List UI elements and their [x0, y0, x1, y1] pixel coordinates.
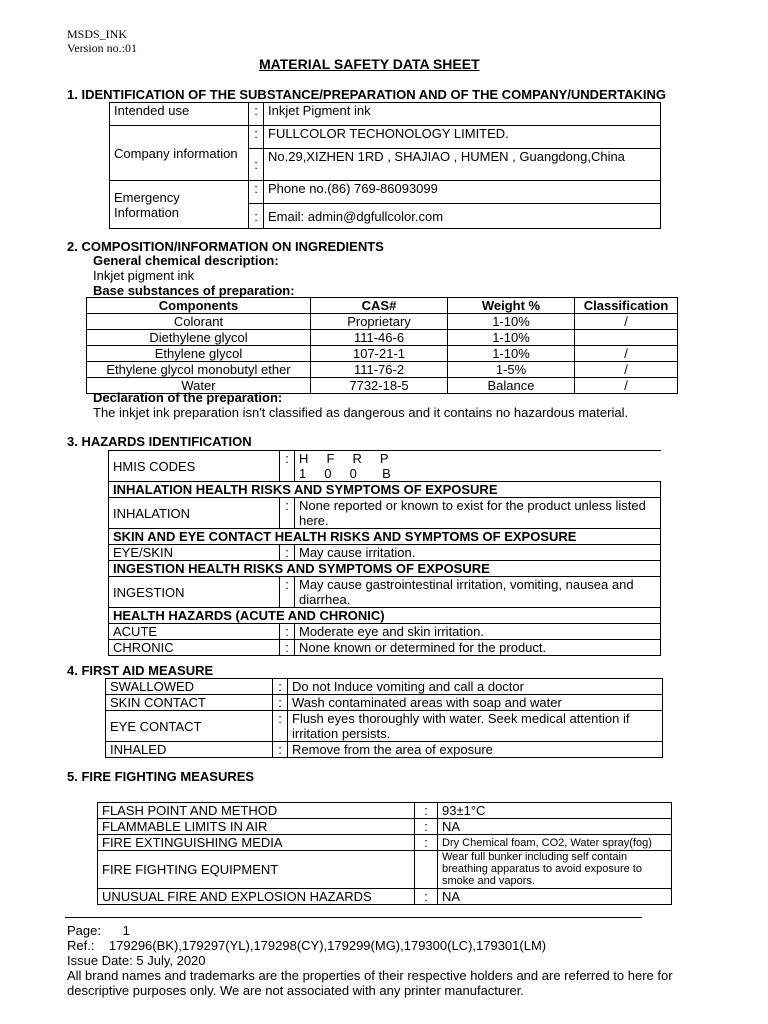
declaration-label: Declaration of the preparation: [93, 390, 283, 405]
health-hazards-heading: HEALTH HAZARDS (ACUTE AND CHRONIC) [109, 608, 661, 624]
intended-use-label: Intended use [110, 103, 249, 126]
emergency-info-label: Emergency Information [110, 181, 249, 229]
footer-ref: Ref.: 179296(BK),179297(YL),179298(CY),179299(MG),179300(LC),179301(LM) [67, 938, 547, 953]
emergency-email: Email: admin@dgfullcolor.com [264, 204, 661, 229]
declaration-value: The inkjet ink preparation isn't classified as dangerous and it contains no hazardous material. [93, 405, 629, 420]
table-row: SWALLOWED : Do not Induce vomiting and call a doctor [106, 679, 663, 695]
doc-code: MSDS_INK [67, 27, 128, 41]
hmis-values: 1 0 0 B [299, 466, 391, 481]
col-weight: Weight % [448, 298, 575, 314]
inhalation-value: None reported or known to exist for the product unless listed here. [295, 498, 661, 529]
general-description-label: General chemical description: [93, 253, 279, 268]
base-substances-label: Base substances of preparation: [93, 283, 295, 298]
company-name: FULLCOLOR TECHONOLOGY LIMITED. [264, 126, 661, 149]
section-4-heading: 4. FIRST AID MEASURE [67, 663, 214, 678]
table-row: Water 7732-18-5 Balance / [87, 378, 678, 394]
col-classification: Classification [575, 298, 678, 314]
eye-skin-label: EYE/SKIN [109, 545, 280, 561]
inhalation-heading: INHALATION HEALTH RISKS AND SYMPTOMS OF EXPOSURE [109, 482, 661, 498]
table-row: Ethylene glycol monobutyl ether 111-76-2 1-5% / [87, 362, 678, 378]
footer-disclaimer: All brand names and trademarks are the properties of their respective holders and are referred to here for descriptive purposes only. We are not associated with any printer manufacturer. [67, 968, 673, 998]
company-address: No.29,XIZHEN 1RD , SHAJIAO , HUMEN , Guangdong,China [264, 149, 661, 181]
table-row: FIRE EXTINGUISHING MEDIA : Dry Chemical foam, CO2, Water spray(fog) [98, 835, 672, 851]
inhalation-label: INHALATION [109, 498, 280, 529]
table-row: Ethylene glycol 107-21-1 1-10% / [87, 346, 678, 362]
company-info-label: Company information [110, 126, 249, 181]
hmis-label: HMIS CODES [109, 451, 280, 482]
ingestion-heading: INGESTION HEALTH RISKS AND SYMPTOMS OF EXPOSURE [109, 561, 661, 577]
col-cas: CAS# [311, 298, 448, 314]
hmis-letters: H F R P [299, 451, 389, 466]
fire-fighting-table [97, 802, 672, 905]
section-5-heading: 5. FIRE FIGHTING MEASURES [67, 769, 255, 784]
table-row: Diethylene glycol 111-46-6 1-10% [87, 330, 678, 346]
table-row: EYE CONTACT : Flush eyes thoroughly with water. Seek medical attention if irritation persists. [106, 711, 663, 742]
footer-page: Page: 1 [67, 923, 130, 938]
first-aid-table [105, 678, 663, 758]
ingestion-value: May cause gastrointestinal irritation, vomiting, nausea and diarrhea. [295, 577, 661, 608]
emergency-phone: Phone no.(86) 769-86093099 [264, 181, 661, 204]
acute-value: Moderate eye and skin irritation. [295, 624, 661, 640]
table-row: FIRE FIGHTING EQUIPMENT Wear full bunker including self contain breathing apparatus to avoid exposure to smoke and vapors. [98, 851, 672, 889]
table-row: INHALED : Remove from the area of exposure [106, 742, 663, 758]
section-3-heading: 3. HAZARDS IDENTIFICATION [67, 434, 252, 449]
general-description-value: Inkjet pigment ink [93, 268, 195, 283]
col-components: Components [87, 298, 311, 314]
skin-eye-heading: SKIN AND EYE CONTACT HEALTH RISKS AND SYMPTOMS OF EXPOSURE [109, 529, 661, 545]
footer-divider [65, 917, 642, 918]
doc-version: Version no.:01 [67, 41, 137, 55]
table-row: SKIN CONTACT : Wash contaminated areas with soap and water [106, 695, 663, 711]
chronic-value: None known or determined for the product. [295, 640, 661, 656]
intended-use-value: Inkjet Pigment ink [264, 103, 661, 126]
identification-table: Intended use : Inkjet Pigment ink Company information : FULLCOLOR TECHONOLOGY LIMITED. : No.29,XIZHEN 1RD , SHAJIAO , HUMEN , Guangdong,China Emergency Information : Phone no.(86) 769-86093099 : Email: admin@dgfullcolor.com [109, 102, 661, 229]
chronic-label: CHRONIC [109, 640, 280, 656]
table-row: UNUSUAL FIRE AND EXPLOSION HAZARDS : NA [98, 889, 672, 905]
table-row: FLASH POINT AND METHOD : 93±1°C [98, 803, 672, 819]
section-1-heading: 1. IDENTIFICATION OF THE SUBSTANCE/PREPARATION AND OF THE COMPANY/UNDERTAKING [67, 87, 666, 102]
hazards-table: HMIS CODES : H F R P 1 0 0 B INHALATION HEALTH RISKS AND SYMPTOMS OF EXPOSURE INHALATION : None reported or known to exist for the product unless listed here. SKIN AND EYE CONTACT HEALTH RISKS AND SYMPTOMS OF EXPOSURE EYE/SKIN : May cause irritation. INGESTION HEALTH RISKS AND SYMPTOMS OF EXPOSURE INGESTION : May cause gastrointestinal irritation, vomiting, nausea and diarrhea. HEALTH HAZARDS (ACUTE AND CHRONIC) ACUTE : Moderate eye and skin irritation. CHRONIC : None known or determined for the product. [108, 450, 661, 656]
table-row: FLAMMABLE LIMITS IN AIR : NA [98, 819, 672, 835]
page-title: MATERIAL SAFETY DATA SHEET [259, 56, 480, 72]
ingestion-label: INGESTION [109, 577, 280, 608]
footer-issue-date: Issue Date: 5 July, 2020 [67, 953, 206, 968]
composition-table [86, 297, 678, 394]
section-2-heading: 2. COMPOSITION/INFORMATION ON INGREDIENTS [67, 239, 384, 254]
table-row: Colorant Proprietary 1-10% / [87, 314, 678, 330]
acute-label: ACUTE [109, 624, 280, 640]
eye-skin-value: May cause irritation. [295, 545, 661, 561]
